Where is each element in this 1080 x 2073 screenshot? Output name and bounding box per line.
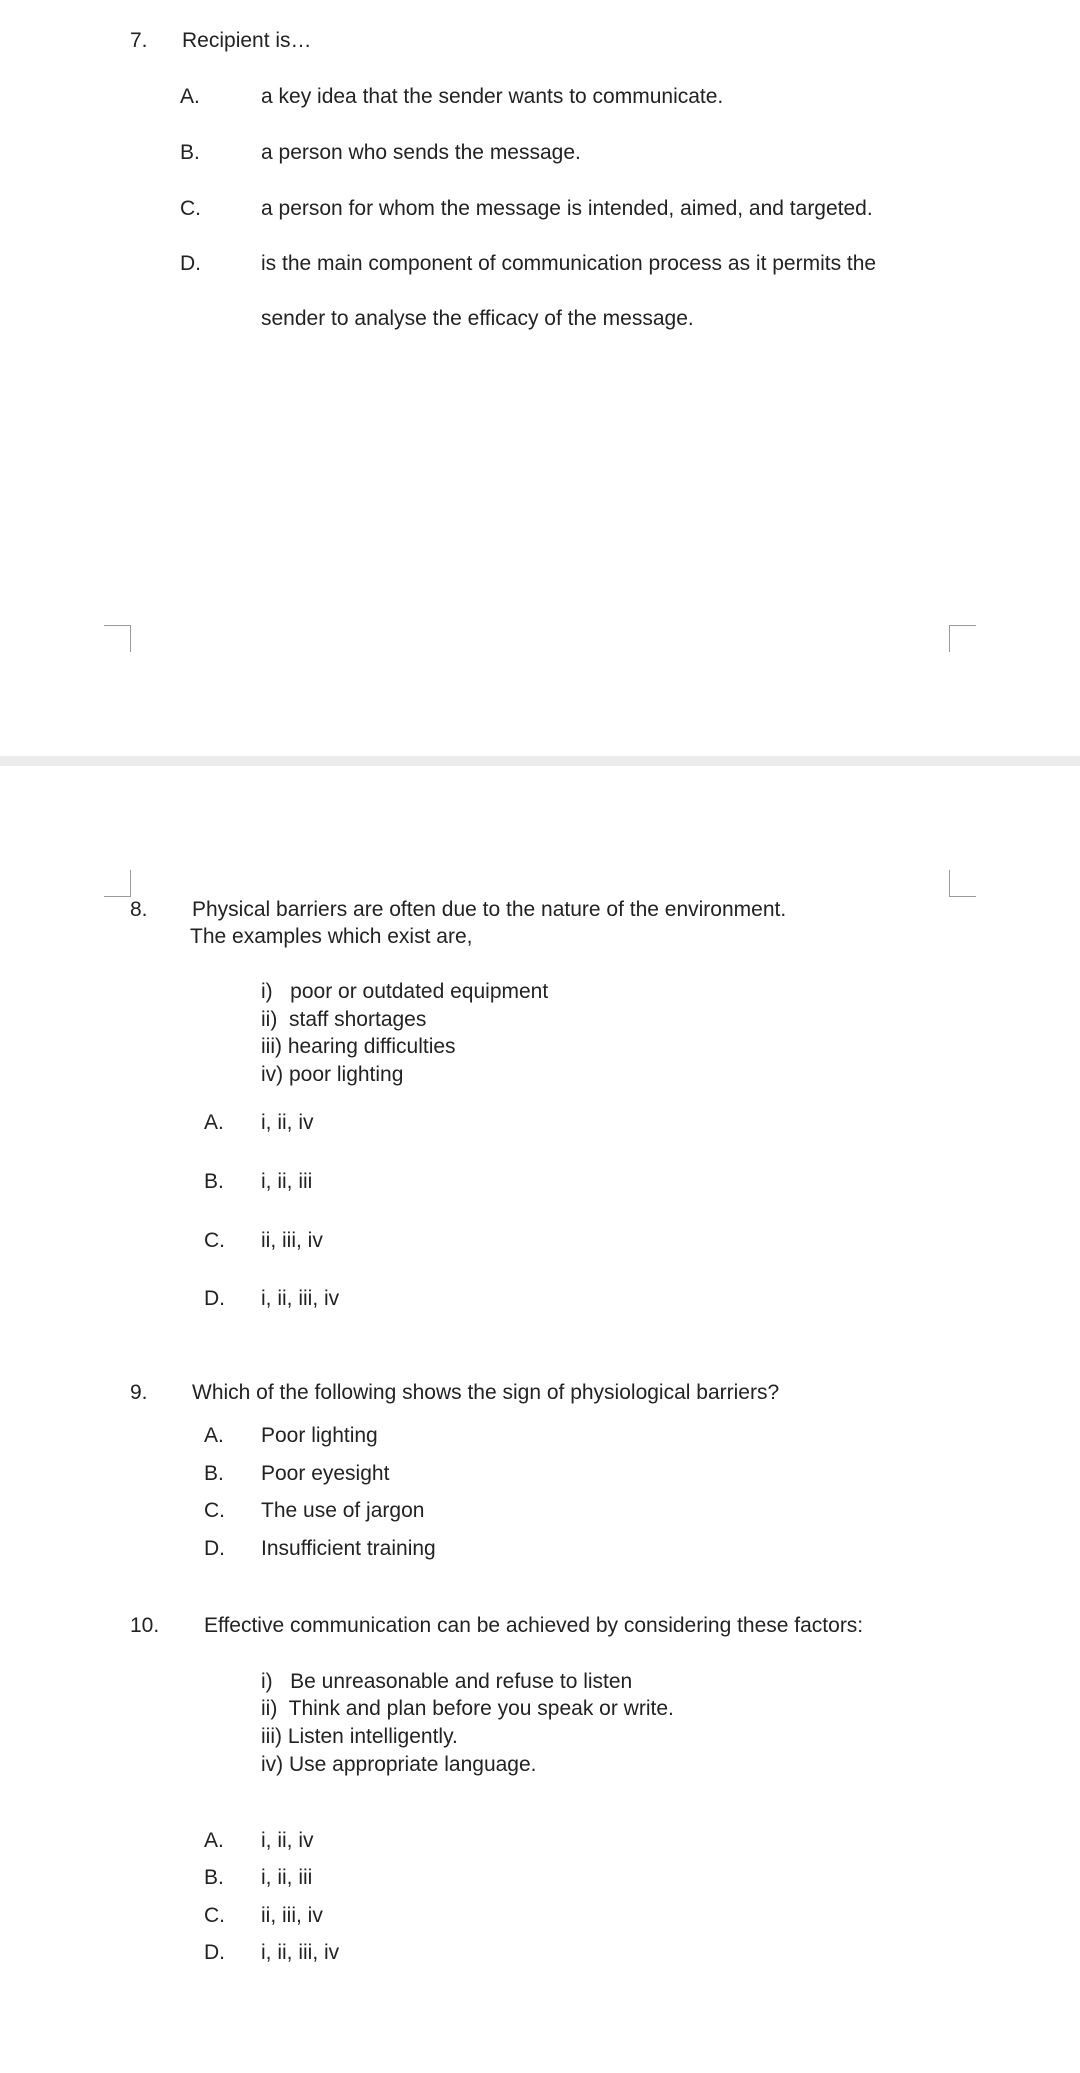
question-stem-continued: The examples which exist are,	[190, 925, 473, 948]
option-text: The use of jargon	[261, 1499, 425, 1522]
option-text: i, ii, iii, iv	[261, 1941, 340, 1964]
option-text: is the main component of communication process as it permits the	[261, 252, 877, 275]
option-text: i, ii, iv	[261, 1829, 314, 1852]
question-number: 7.	[130, 29, 148, 52]
crop-mark	[949, 625, 976, 652]
list-item: i) poor or outdated equipment	[261, 980, 549, 1003]
option-letter: B.	[204, 1866, 224, 1889]
option-text: a person who sends the message.	[261, 141, 581, 164]
list-item: iv) poor lighting	[261, 1063, 404, 1086]
option-letter: A.	[204, 1829, 224, 1852]
option-text-continued: sender to analyse the efficacy of the message.	[261, 307, 694, 330]
option-letter: A.	[180, 85, 200, 108]
question-stem: Physical barriers are often due to the nature of the environment.	[192, 898, 787, 921]
option-letter: C.	[204, 1229, 225, 1252]
option-text: a person for whom the message is intended, aimed, and targeted.	[261, 197, 873, 220]
option-letter: A.	[204, 1111, 224, 1134]
crop-mark	[104, 625, 131, 652]
option-text: i, ii, iii, iv	[261, 1287, 340, 1310]
option-letter: B.	[204, 1170, 224, 1193]
question-number: 8.	[130, 898, 148, 921]
page-break	[0, 756, 1080, 766]
question-stem: Effective communication can be achieved by considering these factors:	[204, 1614, 864, 1637]
question-stem: Which of the following shows the sign of physiological barriers?	[192, 1381, 780, 1404]
option-letter: B.	[204, 1462, 224, 1485]
option-letter: D.	[204, 1941, 225, 1964]
option-letter: A.	[204, 1424, 224, 1447]
question-stem: Recipient is…	[182, 29, 312, 52]
list-item: iii) Listen intelligently.	[261, 1725, 458, 1748]
option-letter: D.	[204, 1287, 225, 1310]
option-text: ii, iii, iv	[261, 1229, 323, 1252]
option-letter: D.	[204, 1537, 225, 1560]
list-item: i) Be unreasonable and refuse to listen	[261, 1670, 633, 1693]
list-item: iii) hearing difficulties	[261, 1035, 456, 1058]
option-letter: C.	[204, 1904, 225, 1927]
question-number: 9.	[130, 1381, 148, 1404]
option-letter: C.	[180, 197, 201, 220]
question-number: 10.	[130, 1614, 160, 1637]
crop-mark	[104, 870, 131, 897]
option-letter: B.	[180, 141, 200, 164]
list-item: ii) Think and plan before you speak or write.	[261, 1697, 674, 1720]
option-text: ii, iii, iv	[261, 1904, 323, 1927]
option-text: i, ii, iv	[261, 1111, 314, 1134]
option-text: i, ii, iii	[261, 1866, 313, 1889]
option-letter: D.	[180, 252, 201, 275]
crop-mark	[949, 870, 976, 897]
option-text: Poor eyesight	[261, 1462, 390, 1485]
option-text: Insufficient training	[261, 1537, 436, 1560]
list-item: ii) staff shortages	[261, 1008, 427, 1031]
list-item: iv) Use appropriate language.	[261, 1753, 537, 1776]
option-text: Poor lighting	[261, 1424, 378, 1447]
option-text: i, ii, iii	[261, 1170, 313, 1193]
option-text: a key idea that the sender wants to communicate.	[261, 85, 724, 108]
option-letter: C.	[204, 1499, 225, 1522]
